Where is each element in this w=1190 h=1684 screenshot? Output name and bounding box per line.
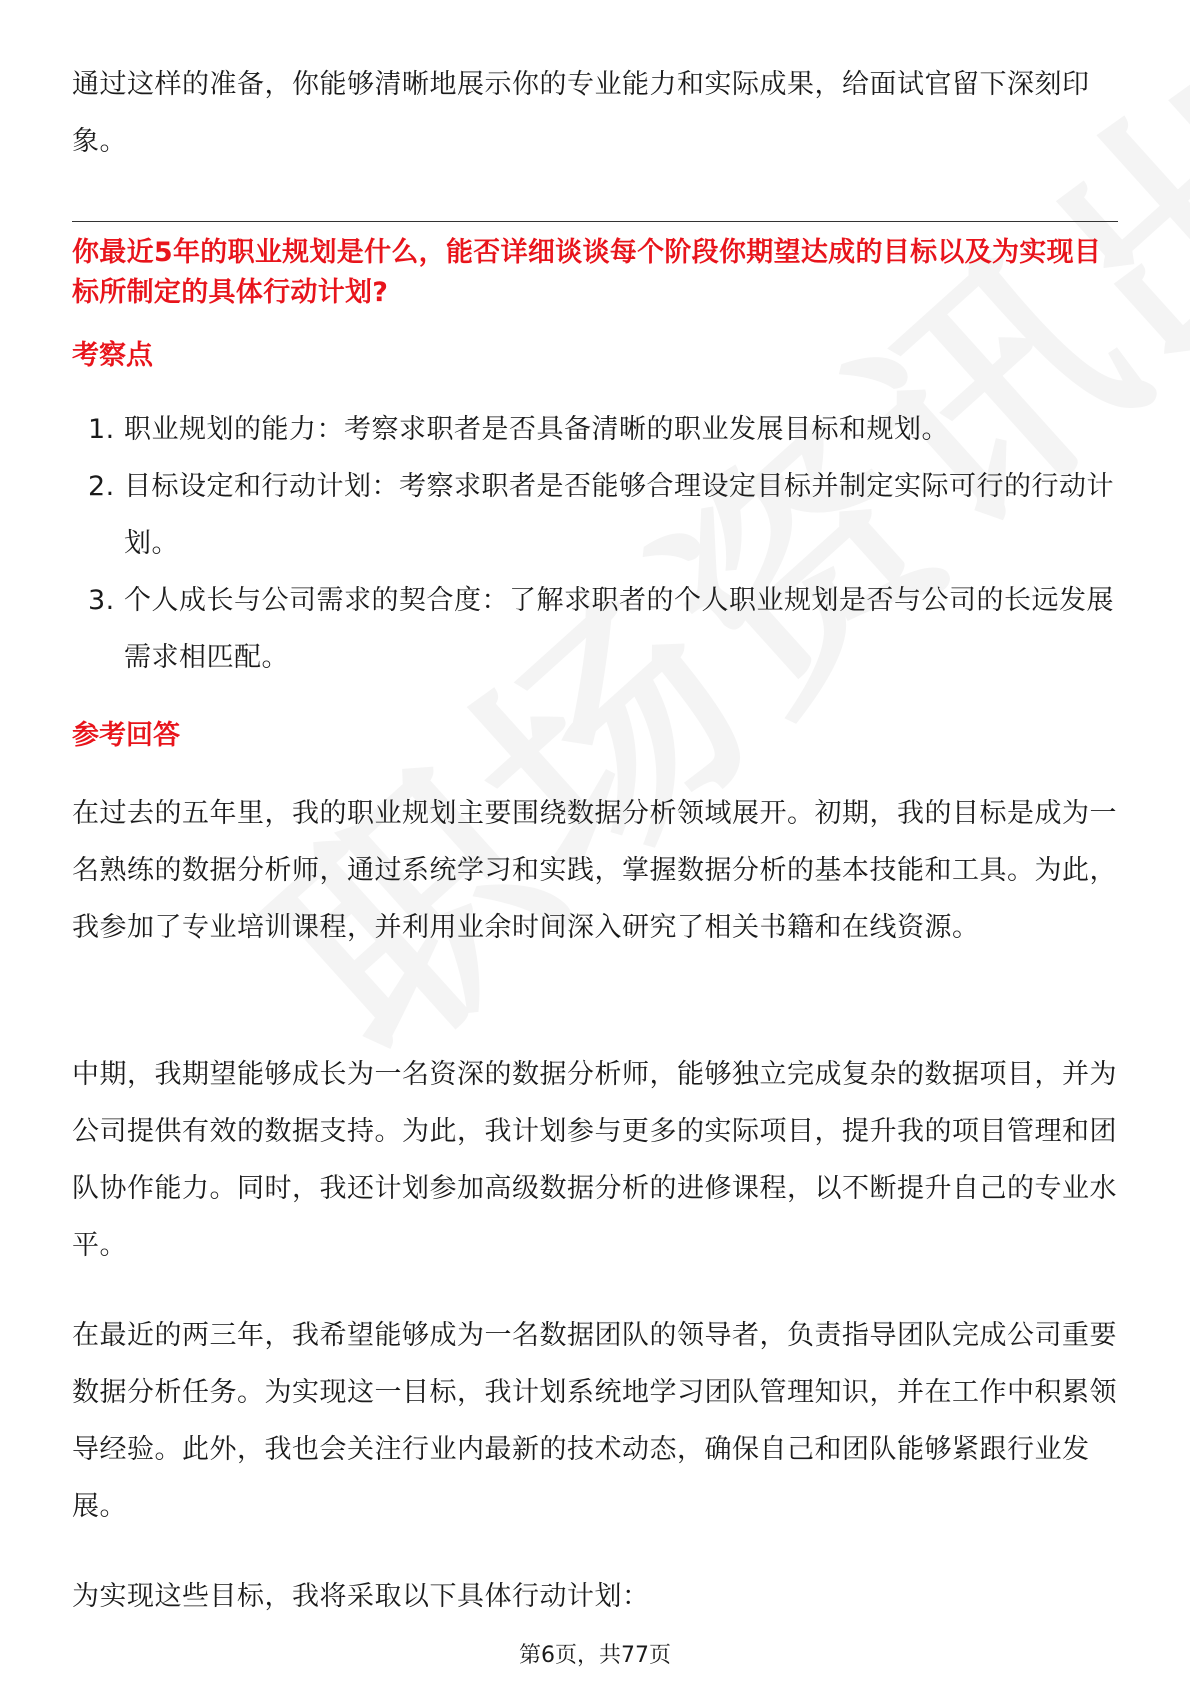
answer-paragraph: 为实现这些目标，我将采取以下具体行动计划： bbox=[72, 1581, 650, 1612]
list-item bbox=[72, 572, 1118, 686]
focus-points-list bbox=[72, 401, 1118, 686]
section-divider bbox=[72, 221, 1118, 222]
list-item bbox=[72, 401, 1118, 458]
list-item-text: 职业规划的能力：考察求职者是否具备清晰的职业发展目标和规划。 bbox=[124, 414, 949, 445]
list-item-number: 3. bbox=[88, 585, 115, 616]
list-item bbox=[72, 458, 1118, 572]
answer-paragraph: 中期，我期望能够成长为一名资深的数据分析师，能够独立完成复杂的数据项目，并为公司提供有效的数据支持。为此，我计划参与更多的实际项目，提升我的项目管理和团队协作能力。同时，我还计划参加高级数据分析的进修课程，以不断提升自己的专业水平。 bbox=[72, 1059, 1117, 1261]
page-footer: 第6页，共77页 bbox=[519, 1643, 671, 1668]
interview-question: 你最近5年的职业规划是什么，能否详细谈谈每个阶段你期望达成的目标以及为实现目标所制定的具体行动计划? bbox=[72, 237, 1102, 308]
list-item-number: 2. bbox=[88, 471, 115, 502]
list-item-text: 个人成长与公司需求的契合度：了解求职者的个人职业规划是否与公司的长远发展需求相匹配。 bbox=[124, 585, 1114, 673]
answer-heading: 参考回答 bbox=[72, 720, 180, 751]
focus-heading: 考察点 bbox=[72, 340, 153, 371]
answer-paragraph: 在过去的五年里，我的职业规划主要围绕数据分析领域展开。初期，我的目标是成为一名熟练的数据分析师，通过系统学习和实践，掌握数据分析的基本技能和工具。为此，我参加了专业培训课程，并利用业余时间深入研究了相关书籍和在线资源。 bbox=[72, 798, 1117, 943]
list-item-number: 1. bbox=[88, 414, 115, 445]
answer-paragraph: 在最近的两三年，我希望能够成为一名数据团队的领导者，负责指导团队完成公司重要数据分析任务。为实现这一目标，我计划系统地学习团队管理知识，并在工作中积累领导经验。此外，我也会关注行业内最新的技术动态，确保自己和团队能够紧跟行业发展。 bbox=[72, 1320, 1117, 1522]
list-item-text: 目标设定和行动计划：考察求职者是否能够合理设定目标并制定实际可行的行动计划。 bbox=[124, 471, 1114, 559]
intro-paragraph: 通过这样的准备，你能够清晰地展示你的专业能力和实际成果，给面试官留下深刻印象。 bbox=[72, 69, 1090, 157]
